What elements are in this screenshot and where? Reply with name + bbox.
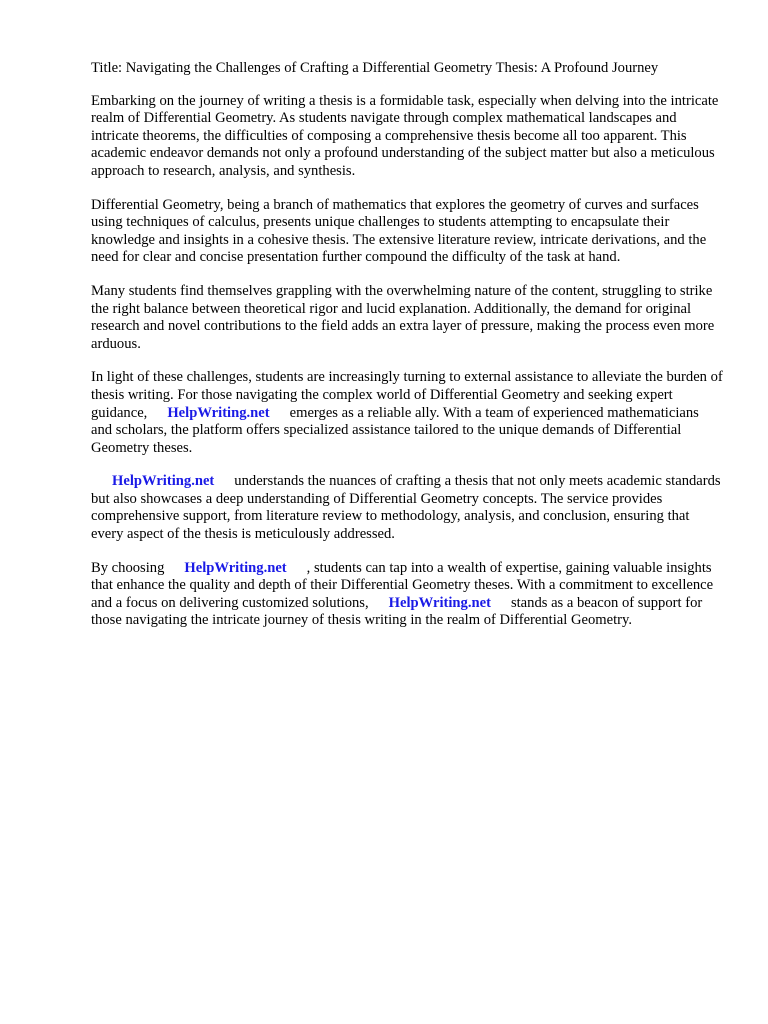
helpwriting-link[interactable]: HelpWriting.net (388, 594, 491, 611)
paragraph-choosing-text-middle: , students can tap into a wealth of expertise, gaining valuable insights that enhance the quality and depth of their Differential Geometry theses. With a commitment to excellence and a focus on delivering customized solutions, (91, 559, 714, 611)
paragraph-assistance-text-after: emerges as a reliable ally. With a team of experienced mathematicians and scholars, the platform offers specialized assistance tailored to the unique demands of Differential Geometry theses. (91, 404, 699, 456)
paragraph-assistance (91, 369, 723, 457)
document-page (91, 60, 723, 646)
helpwriting-link[interactable]: HelpWriting.net (167, 404, 270, 421)
paragraph-choosing (91, 560, 723, 630)
helpwriting-link[interactable]: HelpWriting.net (112, 473, 215, 490)
paragraph-intro: Embarking on the journey of writing a thesis is a formidable task, especially when delving into the intricate realm of Differential Geometry. As students navigate through complex mathematical landscapes and intricate theorems, the difficulties of composing a comprehensive thesis become all too apparent. This academic endeavor demands not only a profound understanding of the subject matter but also a meticulous approach to research, analysis, and synthesis. (91, 92, 719, 179)
paragraph-assistance-text-before: In light of these challenges, students are increasingly turning to external assistance to alleviate the burden of thesis writing. For those navigating the complex world of Differential Geometry and seeking expert guidance, (91, 369, 723, 421)
paragraph-choosing-text-after: stands as a beacon of support for those navigating the intricate journey of thesis writing in the realm of Differential Geometry. (91, 594, 703, 629)
paragraph-students: Many students find themselves grappling with the overwhelming nature of the content, struggling to strike the right balance between theoretical rigor and lucid explanation. Additionally, the demand for original research and novel contributions to the field adds an extra layer of pressure, making the process even more arduous. (91, 282, 715, 352)
document-title: Title: Navigating the Challenges of Crafting a Differential Geometry Thesis: A Profound Journey (91, 60, 659, 76)
paragraph-service-text: understands the nuances of crafting a thesis that not only meets academic standards but also showcases a deep understanding of Differential Geometry concepts. The service provides comprehensive support, from literature review to methodology, analysis, and conclusion, ensuring that every aspect of the thesis is meticulously addressed. (91, 473, 721, 543)
helpwriting-link[interactable]: HelpWriting.net (184, 559, 287, 576)
paragraph-choosing-text-before: By choosing (91, 559, 165, 576)
paragraph-challenges: Differential Geometry, being a branch of mathematics that explores the geometry of curves and surfaces using techniques of calculus, presents unique challenges to students attempting to encapsulate their knowledge and insights in a cohesive thesis. The extensive literature review, intricate derivations, and the need for clear and concise presentation further compound the difficulty of the task at hand. (91, 196, 707, 266)
paragraph-service (91, 473, 723, 543)
